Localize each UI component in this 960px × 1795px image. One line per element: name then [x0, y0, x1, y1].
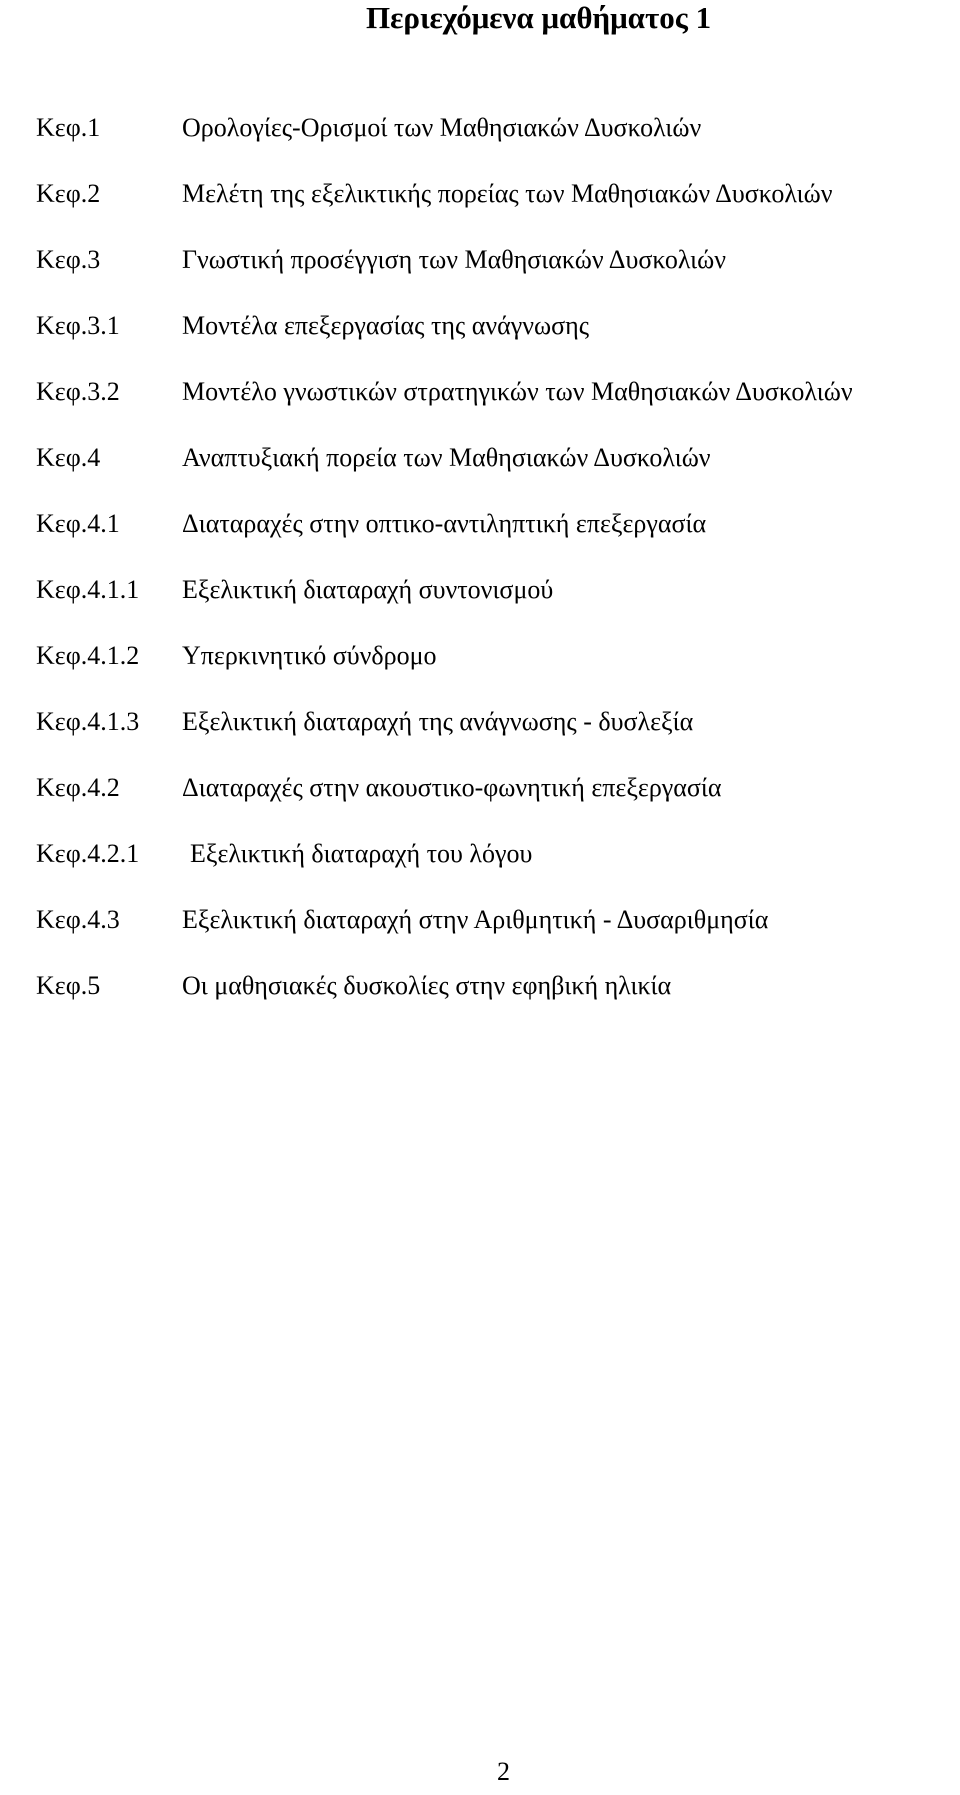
chapter-number: Κεφ.4: [36, 443, 101, 472]
chapter-title: Διαταραχές στην ακουστικο-φωνητική επεξεργασία: [182, 773, 722, 802]
chapter-title: Αναπτυξιακή πορεία των Μαθησιακών Δυσκολιών: [182, 443, 711, 472]
chapter-title: Ορολογίες-Ορισμοί των Μαθησιακών Δυσκολιών: [182, 113, 702, 142]
toc-entry: [0, 572, 960, 638]
chapter-number: Κεφ.3.2: [36, 377, 120, 406]
toc-entry: [0, 902, 960, 968]
chapter-number: Κεφ.4.1.1: [36, 575, 140, 604]
chapter-number: Κεφ.4.3: [36, 905, 120, 934]
toc-entry: [0, 836, 960, 902]
chapter-title: Εξελικτική διαταραχή συντονισμού: [182, 575, 554, 604]
toc-entry: [0, 440, 960, 506]
chapter-title: Μοντέλα επεξεργασίας της ανάγνωσης: [182, 311, 590, 340]
toc-entry: [0, 704, 960, 770]
chapter-number: Κεφ.3.1: [36, 311, 120, 340]
chapter-number: Κεφ.2: [36, 179, 101, 208]
chapter-number: Κεφ.3: [36, 245, 101, 274]
toc-entry: [0, 374, 960, 440]
chapter-title: Εξελικτική διαταραχή του λόγου: [190, 839, 533, 868]
chapter-number: Κεφ.4.1.3: [36, 707, 140, 736]
chapter-title: Εξελικτική διαταραχή της ανάγνωσης - δυσλεξία: [182, 707, 694, 736]
chapter-number: Κεφ.5: [36, 971, 101, 1000]
chapter-number: Κεφ.4.1.2: [36, 641, 140, 670]
toc-entry: [0, 968, 960, 1034]
chapter-title: Οι μαθησιακές δυσκολίες στην εφηβική ηλικία: [182, 971, 672, 1000]
page-title: Περιεχόμενα μαθήματος 1: [366, 0, 712, 35]
toc-entry: [0, 506, 960, 572]
chapter-number: Κεφ.4.2.1: [36, 839, 140, 868]
toc-entry: [0, 770, 960, 836]
chapter-number: Κεφ.4.2: [36, 773, 120, 802]
chapter-title: Γνωστική προσέγγιση των Μαθησιακών Δυσκολιών: [182, 245, 727, 274]
toc-entry: [0, 242, 960, 308]
toc-entry: [0, 308, 960, 374]
chapter-title: Μελέτη της εξελικτικής πορείας των Μαθησιακών Δυσκολιών: [182, 179, 833, 208]
page-number: 2: [497, 1757, 510, 1786]
chapter-title: Υπερκινητικό σύνδρομο: [182, 641, 437, 670]
chapter-title: Εξελικτική διαταραχή στην Αριθμητική - Δυσαριθμησία: [182, 905, 769, 934]
chapter-number: Κεφ.4.1: [36, 509, 120, 538]
chapter-number: Κεφ.1: [36, 113, 101, 142]
chapter-title: Μοντέλο γνωστικών στρατηγικών των Μαθησιακών Δυσκολιών: [182, 377, 853, 406]
toc-entry: [0, 176, 960, 242]
toc-entry: [0, 638, 960, 704]
toc-entry: [0, 110, 960, 176]
chapter-title: Διαταραχές στην οπτικο-αντιληπτική επεξεργασία: [182, 509, 707, 538]
